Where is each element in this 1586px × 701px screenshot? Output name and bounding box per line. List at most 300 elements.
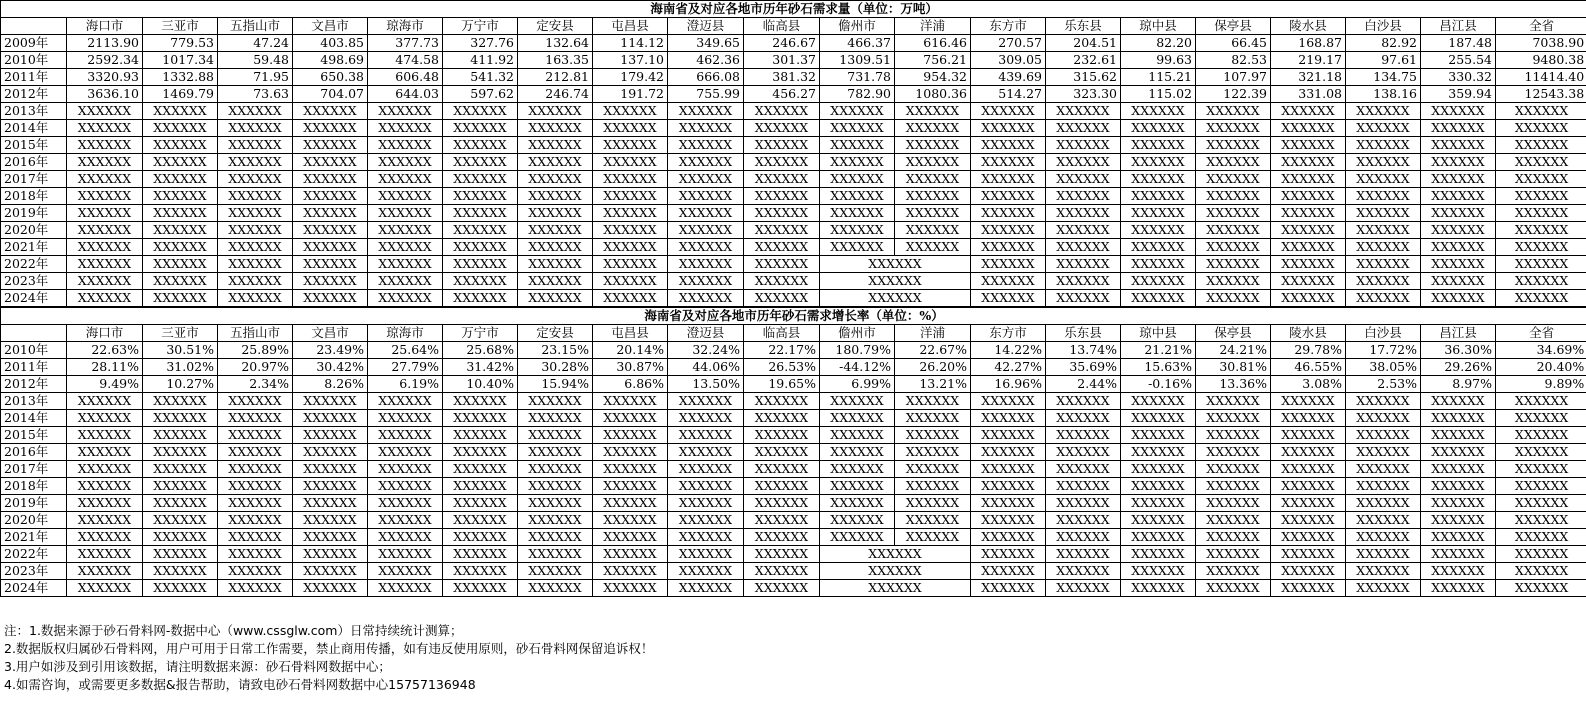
table-row — [1, 69, 1586, 86]
masked-cell: XXXXXX — [368, 563, 443, 580]
masked-cell: XXXXXX — [518, 154, 593, 171]
masked-cell: XXXXXX — [1046, 580, 1121, 597]
value-cell: 616.46 — [895, 35, 971, 52]
masked-cell: XXXXXX — [1496, 239, 1586, 256]
masked-cell: XXXXXX — [218, 154, 293, 171]
growth-rate-table — [0, 307, 1586, 597]
value-cell: 14.22% — [971, 342, 1046, 359]
value-cell: 8.26% — [293, 376, 368, 393]
column-header: 儋州市 — [820, 18, 895, 35]
masked-cell: XXXXXX — [1196, 290, 1271, 307]
masked-cell: XXXXXX — [1421, 546, 1496, 563]
masked-cell: XXXXXX — [1271, 495, 1346, 512]
masked-cell: XXXXXX — [593, 478, 668, 495]
masked-cell: XXXXXX — [443, 478, 518, 495]
masked-cell: XXXXXX — [1196, 154, 1271, 171]
masked-cell: XXXXXX — [1346, 410, 1421, 427]
masked-cell: XXXXXX — [368, 103, 443, 120]
masked-cell: XXXXXX — [67, 393, 143, 410]
value-cell: 26.20% — [895, 359, 971, 376]
masked-cell: XXXXXX — [1421, 256, 1496, 273]
masked-cell: XXXXXX — [67, 273, 143, 290]
year-cell: 2014年 — [1, 410, 67, 427]
masked-cell: XXXXXX — [1346, 580, 1421, 597]
year-cell: 2020年 — [1, 512, 67, 529]
year-cell: 2023年 — [1, 563, 67, 580]
masked-cell: XXXXXX — [218, 188, 293, 205]
value-cell: 30.87% — [593, 359, 668, 376]
value-cell: 301.37 — [744, 52, 820, 69]
masked-row — [1, 239, 1586, 256]
masked-cell: XXXXXX — [143, 393, 218, 410]
masked-cell: XXXXXX — [67, 137, 143, 154]
masked-cell: XXXXXX — [1346, 563, 1421, 580]
masked-cell: XXXXXX — [971, 478, 1046, 495]
masked-cell: XXXXXX — [518, 239, 593, 256]
masked-cell: XXXXXX — [895, 478, 971, 495]
value-cell: -0.16% — [1121, 376, 1196, 393]
masked-cell: XXXXXX — [744, 478, 820, 495]
masked-cell: XXXXXX — [593, 290, 668, 307]
column-header: 临高县 — [744, 18, 820, 35]
masked-cell: XXXXXX — [67, 205, 143, 222]
masked-cell: XXXXXX — [1496, 256, 1586, 273]
masked-cell: XXXXXX — [218, 512, 293, 529]
masked-cell: XXXXXX — [744, 461, 820, 478]
masked-cell: XXXXXX — [668, 580, 744, 597]
value-cell: 597.62 — [443, 86, 518, 103]
masked-cell: XXXXXX — [1196, 495, 1271, 512]
masked-cell: XXXXXX — [1421, 188, 1496, 205]
masked-cell: XXXXXX — [143, 256, 218, 273]
value-cell: 180.79% — [820, 342, 895, 359]
masked-row — [1, 273, 1586, 290]
year-cell: 2013年 — [1, 103, 67, 120]
masked-cell: XXXXXX — [293, 512, 368, 529]
masked-cell: XXXXXX — [443, 580, 518, 597]
table-row — [1, 376, 1586, 393]
masked-cell: XXXXXX — [293, 154, 368, 171]
masked-cell: XXXXXX — [1271, 239, 1346, 256]
masked-cell: XXXXXX — [1346, 205, 1421, 222]
masked-cell: XXXXXX — [1346, 222, 1421, 239]
masked-cell: XXXXXX — [293, 461, 368, 478]
masked-cell: XXXXXX — [820, 393, 895, 410]
value-cell: 644.03 — [368, 86, 443, 103]
masked-cell: XXXXXX — [895, 120, 971, 137]
value-cell: 13.36% — [1196, 376, 1271, 393]
column-header: 文昌市 — [293, 18, 368, 35]
table-row — [1, 86, 1586, 103]
masked-cell: XXXXXX — [218, 546, 293, 563]
column-header: 澄迈县 — [668, 18, 744, 35]
masked-cell: XXXXXX — [1196, 529, 1271, 546]
value-cell: 2.53% — [1346, 376, 1421, 393]
masked-cell: XXXXXX — [895, 171, 971, 188]
masked-cell: XXXXXX — [67, 256, 143, 273]
masked-cell: XXXXXX — [143, 444, 218, 461]
value-cell: 10.27% — [143, 376, 218, 393]
column-header: 全省 — [1496, 18, 1586, 35]
year-cell: 2017年 — [1, 461, 67, 478]
value-cell: 179.42 — [593, 69, 668, 86]
masked-cell: XXXXXX — [518, 290, 593, 307]
masked-cell: XXXXXX — [1346, 495, 1421, 512]
masked-cell: XXXXXX — [1196, 120, 1271, 137]
value-cell: 31.02% — [143, 359, 218, 376]
value-cell: 19.65% — [744, 376, 820, 393]
masked-row — [1, 427, 1586, 444]
masked-cell: XXXXXX — [1121, 154, 1196, 171]
masked-cell: XXXXXX — [368, 546, 443, 563]
masked-cell: XXXXXX — [1121, 444, 1196, 461]
masked-cell: XXXXXX — [218, 103, 293, 120]
masked-cell: XXXXXX — [143, 290, 218, 307]
masked-cell: XXXXXX — [1421, 410, 1496, 427]
value-cell: 255.54 — [1421, 52, 1496, 69]
value-cell: 755.99 — [668, 86, 744, 103]
masked-cell: XXXXXX — [1496, 393, 1586, 410]
masked-cell: XXXXXX — [971, 239, 1046, 256]
masked-cell: XXXXXX — [293, 256, 368, 273]
column-header: 保亭县 — [1196, 18, 1271, 35]
masked-merged-cell: XXXXXX — [820, 290, 971, 307]
value-cell: 35.69% — [1046, 359, 1121, 376]
masked-cell: XXXXXX — [1271, 461, 1346, 478]
masked-cell: XXXXXX — [1121, 393, 1196, 410]
masked-cell: XXXXXX — [143, 222, 218, 239]
value-cell: 246.74 — [518, 86, 593, 103]
value-cell: 331.08 — [1271, 86, 1346, 103]
masked-cell: XXXXXX — [1421, 222, 1496, 239]
masked-cell: XXXXXX — [1121, 188, 1196, 205]
masked-cell: XXXXXX — [368, 461, 443, 478]
masked-cell: XXXXXX — [1346, 239, 1421, 256]
year-cell: 2015年 — [1, 137, 67, 154]
column-header: 琼中县 — [1121, 325, 1196, 342]
masked-cell: XXXXXX — [67, 222, 143, 239]
value-cell: 114.12 — [593, 35, 668, 52]
masked-cell: XXXXXX — [518, 529, 593, 546]
masked-cell: XXXXXX — [293, 444, 368, 461]
masked-cell: XXXXXX — [443, 222, 518, 239]
value-cell: 71.95 — [218, 69, 293, 86]
masked-cell: XXXXXX — [668, 120, 744, 137]
masked-cell: XXXXXX — [368, 512, 443, 529]
masked-cell: XXXXXX — [1346, 273, 1421, 290]
masked-cell: XXXXXX — [368, 495, 443, 512]
masked-cell: XXXXXX — [518, 171, 593, 188]
masked-cell: XXXXXX — [593, 222, 668, 239]
value-cell: 381.32 — [744, 69, 820, 86]
masked-cell: XXXXXX — [1496, 137, 1586, 154]
masked-cell: XXXXXX — [1421, 103, 1496, 120]
masked-cell: XXXXXX — [971, 256, 1046, 273]
masked-cell: XXXXXX — [1496, 290, 1586, 307]
masked-cell: XXXXXX — [1121, 461, 1196, 478]
masked-cell: XXXXXX — [293, 478, 368, 495]
masked-cell: XXXXXX — [1046, 427, 1121, 444]
masked-cell: XXXXXX — [744, 444, 820, 461]
year-cell: 2024年 — [1, 580, 67, 597]
masked-cell: XXXXXX — [368, 580, 443, 597]
masked-cell: XXXXXX — [368, 205, 443, 222]
masked-cell: XXXXXX — [1346, 171, 1421, 188]
masked-cell: XXXXXX — [368, 393, 443, 410]
masked-cell: XXXXXX — [895, 495, 971, 512]
masked-cell: XXXXXX — [1196, 239, 1271, 256]
masked-cell: XXXXXX — [1271, 529, 1346, 546]
masked-cell: XXXXXX — [1046, 290, 1121, 307]
masked-cell: XXXXXX — [293, 239, 368, 256]
masked-cell: XXXXXX — [744, 393, 820, 410]
masked-cell: XXXXXX — [744, 529, 820, 546]
masked-cell: XXXXXX — [593, 427, 668, 444]
masked-cell: XXXXXX — [668, 546, 744, 563]
masked-cell: XXXXXX — [593, 410, 668, 427]
masked-cell: XXXXXX — [518, 393, 593, 410]
masked-cell: XXXXXX — [1046, 546, 1121, 563]
notes-section — [0, 622, 1586, 694]
value-cell: 270.57 — [971, 35, 1046, 52]
masked-cell: XXXXXX — [293, 171, 368, 188]
masked-cell: XXXXXX — [1271, 478, 1346, 495]
masked-cell: XXXXXX — [971, 529, 1046, 546]
masked-cell: XXXXXX — [971, 427, 1046, 444]
masked-cell: XXXXXX — [67, 478, 143, 495]
value-cell: 1332.88 — [143, 69, 218, 86]
column-header: 东方市 — [971, 325, 1046, 342]
masked-cell: XXXXXX — [820, 171, 895, 188]
masked-cell: XXXXXX — [744, 137, 820, 154]
masked-cell: XXXXXX — [293, 120, 368, 137]
year-cell: 2016年 — [1, 154, 67, 171]
masked-cell: XXXXXX — [1346, 393, 1421, 410]
column-header: 全省 — [1496, 325, 1586, 342]
masked-cell: XXXXXX — [443, 427, 518, 444]
masked-cell: XXXXXX — [1121, 580, 1196, 597]
column-header: 五指山市 — [218, 18, 293, 35]
value-cell: 349.65 — [668, 35, 744, 52]
value-cell: 23.15% — [518, 342, 593, 359]
value-cell: 59.48 — [218, 52, 293, 69]
value-cell: 13.74% — [1046, 342, 1121, 359]
masked-cell: XXXXXX — [1121, 239, 1196, 256]
value-cell: 474.58 — [368, 52, 443, 69]
masked-cell: XXXXXX — [443, 444, 518, 461]
table-row — [1, 359, 1586, 376]
year-cell: 2014年 — [1, 120, 67, 137]
masked-cell: XXXXXX — [668, 512, 744, 529]
column-header: 澄迈县 — [668, 325, 744, 342]
masked-cell: XXXXXX — [1271, 256, 1346, 273]
note-line-4: 4.如需咨询，或需要更多数据&报告帮助，请致电砂石骨料网数据中心15757136948 — [4, 677, 476, 692]
masked-cell: XXXXXX — [368, 290, 443, 307]
year-cell: 2016年 — [1, 444, 67, 461]
masked-cell: XXXXXX — [1271, 171, 1346, 188]
value-cell: 28.11% — [67, 359, 143, 376]
masked-cell: XXXXXX — [293, 546, 368, 563]
masked-cell: XXXXXX — [593, 205, 668, 222]
value-cell: 22.67% — [895, 342, 971, 359]
value-cell: 309.05 — [971, 52, 1046, 69]
masked-cell: XXXXXX — [143, 120, 218, 137]
masked-cell: XXXXXX — [744, 239, 820, 256]
masked-cell: XXXXXX — [1196, 444, 1271, 461]
masked-cell: XXXXXX — [218, 444, 293, 461]
column-header: 洋浦 — [895, 325, 971, 342]
masked-cell: XXXXXX — [1496, 205, 1586, 222]
masked-cell: XXXXXX — [1271, 120, 1346, 137]
masked-cell: XXXXXX — [518, 273, 593, 290]
table-row — [1, 35, 1586, 52]
value-cell: 9.49% — [67, 376, 143, 393]
masked-cell: XXXXXX — [1271, 154, 1346, 171]
masked-cell: XXXXXX — [1496, 461, 1586, 478]
masked-cell: XXXXXX — [744, 103, 820, 120]
masked-cell: XXXXXX — [820, 205, 895, 222]
value-cell: 25.89% — [218, 342, 293, 359]
masked-cell: XXXXXX — [1421, 512, 1496, 529]
masked-cell: XXXXXX — [971, 154, 1046, 171]
masked-cell: XXXXXX — [1196, 563, 1271, 580]
masked-cell: XXXXXX — [443, 103, 518, 120]
column-header: 临高县 — [744, 325, 820, 342]
column-header: 乐东县 — [1046, 325, 1121, 342]
year-cell: 2020年 — [1, 222, 67, 239]
masked-cell: XXXXXX — [668, 444, 744, 461]
masked-cell: XXXXXX — [518, 410, 593, 427]
masked-cell: XXXXXX — [593, 103, 668, 120]
masked-cell: XXXXXX — [1496, 427, 1586, 444]
masked-cell: XXXXXX — [820, 512, 895, 529]
masked-cell: XXXXXX — [1421, 171, 1496, 188]
column-header: 昌江县 — [1421, 18, 1496, 35]
masked-cell: XXXXXX — [368, 427, 443, 444]
masked-cell: XXXXXX — [1346, 188, 1421, 205]
masked-cell: XXXXXX — [744, 427, 820, 444]
masked-cell: XXXXXX — [1271, 222, 1346, 239]
value-cell: 21.21% — [1121, 342, 1196, 359]
table-title: 海南省及对应各地市历年砂石需求增长率（单位：%） — [1, 308, 1586, 325]
masked-row — [1, 478, 1586, 495]
masked-cell: XXXXXX — [67, 563, 143, 580]
masked-cell: XXXXXX — [1121, 529, 1196, 546]
masked-cell: XXXXXX — [293, 290, 368, 307]
column-header: 乐东县 — [1046, 18, 1121, 35]
value-cell: 163.35 — [518, 52, 593, 69]
column-header: 定安县 — [518, 325, 593, 342]
masked-cell: XXXXXX — [1121, 103, 1196, 120]
masked-cell: XXXXXX — [744, 154, 820, 171]
masked-cell: XXXXXX — [368, 188, 443, 205]
year-cell: 2021年 — [1, 529, 67, 546]
value-cell: 321.18 — [1271, 69, 1346, 86]
masked-cell: XXXXXX — [668, 478, 744, 495]
value-cell: 10.40% — [443, 376, 518, 393]
year-cell: 2019年 — [1, 495, 67, 512]
masked-cell: XXXXXX — [143, 478, 218, 495]
masked-cell: XXXXXX — [820, 222, 895, 239]
masked-cell: XXXXXX — [1421, 120, 1496, 137]
masked-cell: XXXXXX — [1421, 444, 1496, 461]
masked-cell: XXXXXX — [1421, 205, 1496, 222]
masked-cell: XXXXXX — [293, 410, 368, 427]
masked-cell: XXXXXX — [1421, 563, 1496, 580]
corner-cell — [1, 18, 67, 35]
value-cell: 168.87 — [1271, 35, 1346, 52]
masked-cell: XXXXXX — [1496, 120, 1586, 137]
masked-cell: XXXXXX — [368, 529, 443, 546]
masked-cell: XXXXXX — [368, 273, 443, 290]
masked-cell: XXXXXX — [293, 580, 368, 597]
year-cell: 2023年 — [1, 273, 67, 290]
value-cell: 327.76 — [443, 35, 518, 52]
value-cell: 1309.51 — [820, 52, 895, 69]
masked-cell: XXXXXX — [1046, 120, 1121, 137]
masked-cell: XXXXXX — [593, 137, 668, 154]
masked-cell: XXXXXX — [1196, 546, 1271, 563]
masked-cell: XXXXXX — [67, 580, 143, 597]
masked-cell: XXXXXX — [518, 580, 593, 597]
masked-cell: XXXXXX — [1046, 188, 1121, 205]
masked-cell: XXXXXX — [1421, 529, 1496, 546]
note-line-2: 2.数据版权归属砂石骨料网，用户可用于日常工作需要，禁止商用传播，如有违反使用原则，砂石骨料网保留追诉权！ — [4, 641, 654, 656]
masked-cell: XXXXXX — [971, 188, 1046, 205]
value-cell: 650.38 — [293, 69, 368, 86]
masked-cell: XXXXXX — [1346, 137, 1421, 154]
masked-cell: XXXXXX — [143, 427, 218, 444]
masked-row — [1, 120, 1586, 137]
column-header: 三亚市 — [143, 18, 218, 35]
masked-row — [1, 410, 1586, 427]
masked-cell: XXXXXX — [971, 137, 1046, 154]
masked-cell: XXXXXX — [443, 137, 518, 154]
masked-cell: XXXXXX — [668, 171, 744, 188]
masked-row — [1, 171, 1586, 188]
masked-cell: XXXXXX — [1046, 171, 1121, 188]
value-cell: 99.63 — [1121, 52, 1196, 69]
corner-cell — [1, 325, 67, 342]
masked-cell: XXXXXX — [1496, 478, 1586, 495]
value-cell: 47.24 — [218, 35, 293, 52]
masked-cell: XXXXXX — [67, 495, 143, 512]
column-header: 三亚市 — [143, 325, 218, 342]
value-cell: 46.55% — [1271, 359, 1346, 376]
masked-cell: XXXXXX — [744, 512, 820, 529]
masked-cell: XXXXXX — [820, 154, 895, 171]
masked-cell: XXXXXX — [518, 461, 593, 478]
masked-cell: XXXXXX — [218, 580, 293, 597]
masked-cell: XXXXXX — [1196, 222, 1271, 239]
masked-cell: XXXXXX — [668, 495, 744, 512]
column-header: 文昌市 — [293, 325, 368, 342]
masked-cell: XXXXXX — [143, 461, 218, 478]
year-cell: 2022年 — [1, 546, 67, 563]
masked-cell: XXXXXX — [1271, 427, 1346, 444]
value-cell: 20.14% — [593, 342, 668, 359]
masked-cell: XXXXXX — [218, 290, 293, 307]
masked-merged-cell: XXXXXX — [820, 256, 971, 273]
masked-cell: XXXXXX — [1196, 461, 1271, 478]
masked-cell: XXXXXX — [1496, 563, 1586, 580]
value-cell: 30.42% — [293, 359, 368, 376]
value-cell: 107.97 — [1196, 69, 1271, 86]
masked-cell: XXXXXX — [895, 512, 971, 529]
value-cell: 15.63% — [1121, 359, 1196, 376]
masked-cell: XXXXXX — [1121, 120, 1196, 137]
masked-cell: XXXXXX — [518, 205, 593, 222]
